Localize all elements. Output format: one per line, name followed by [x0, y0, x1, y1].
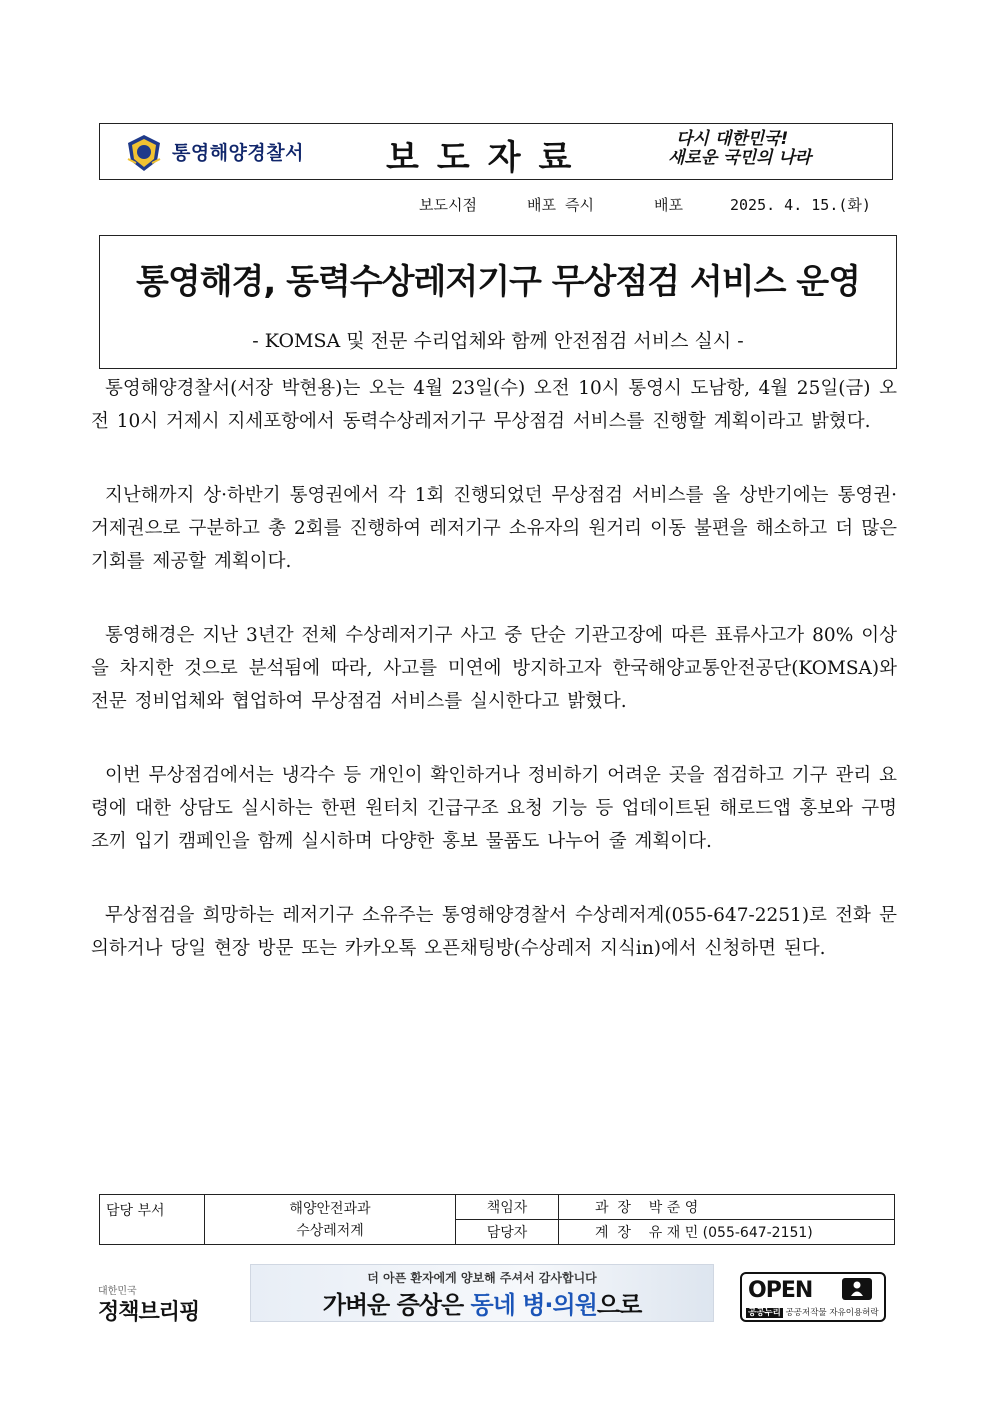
manager-value: 과 장 박 준 영 — [559, 1195, 895, 1220]
slogan — [668, 130, 868, 168]
open-word: OPEN — [748, 1278, 813, 1303]
open-sub-b: 공공저작물 자유이용허락 — [785, 1308, 879, 1318]
banner-main-text — [251, 1285, 713, 1320]
contact-table — [99, 1194, 895, 1245]
distribution-label: 배포 — [654, 196, 683, 214]
staff-value: 계 장 유 재 민 (055-647-2151) — [559, 1220, 895, 1245]
manager-label: 책임자 — [456, 1195, 559, 1220]
open-license-subtext — [746, 1306, 879, 1318]
body-text — [91, 372, 897, 1006]
banner-main-c: 으로 — [596, 1291, 642, 1319]
doc-type-title: 보도자료 — [386, 138, 590, 178]
paragraph: 지난해까지 상·하반기 통영권에서 각 1회 진행되었던 무상점검 서비스를 올 상반기에는 통영권·거제권으로 구분하고 총 2회를 진행하여 레저기구 소유자의 원거리 이동 불편을 해소하고 더 많은 기회를 제공할 계획이다. — [91, 485, 897, 572]
banner-top-text: 더 아픈 환자에게 양보해 주셔서 감사합니다 — [367, 1271, 597, 1285]
attribution-person-icon — [842, 1278, 872, 1300]
slogan-line-1: 다시 대한민국! — [676, 129, 789, 149]
paragraph: 통영해경은 지난 3년간 전체 수상레저기구 사고 중 단순 기관고장에 따른 표류사고가 80% 이상을 차지한 것으로 분석됨에 따라, 사고를 미연에 방지하고자 한국해양교통안전공단(KOMSA)와 전문 정비업체와 협업하여 무상점검 서비스를 실시한다고 밝혔다. — [91, 625, 897, 712]
paragraph: 무상점검을 희망하는 레저기구 소유주는 통영해양경찰서 수상레저계(055-647-2251)로 전화 문의하거나 당일 현장 방문 또는 카카오톡 오픈채팅방(수상레저 지식in)에서 신청하면 된다. — [91, 905, 897, 959]
release-label: 보도시점 — [419, 196, 477, 214]
open-sub-a: 공공누리 — [748, 1308, 781, 1318]
org-name: 통영해양경찰서 — [172, 142, 304, 164]
release-timing: 배포 즉시 — [527, 196, 594, 214]
paragraph: 통영해양경찰서(서장 박현용)는 오는 4월 23일(수) 오전 10시 통영시 도남항, 4월 25일(금) 오전 10시 거제시 지세포항에서 동력수상레저기구 무상점검 서비스를 진행할 계획이라고 밝혔다. — [91, 378, 897, 432]
briefing-small-text: 대한민국 — [98, 1286, 137, 1297]
dept-label: 담당 부서 — [100, 1195, 205, 1245]
briefing-big-text: 정책브리핑 — [98, 1300, 200, 1325]
banner-main-highlight: 동네 병·의원 — [470, 1291, 597, 1319]
open-license-badge — [740, 1272, 886, 1322]
dept-line-1: 해양안전과과 — [289, 1200, 371, 1217]
policy-briefing-logo — [98, 1282, 208, 1325]
page-subtitle: - KOMSA 및 전문 수리업체와 함께 안전점검 서비스 실시 - — [252, 330, 744, 352]
header-box — [99, 123, 893, 180]
dept-line-2: 수상레저계 — [296, 1222, 364, 1239]
title-box — [99, 235, 897, 369]
page-title: 통영해경, 동력수상레저기구 무상점검 서비스 운영 — [136, 262, 860, 302]
staff-label: 담당자 — [456, 1220, 559, 1245]
release-date: 2025. 4. 15.(화) — [730, 196, 871, 214]
coast-guard-emblem-icon — [124, 133, 164, 173]
paragraph: 이번 무상점검에서는 냉각수 등 개인이 확인하거나 정비하기 어려운 곳을 점검하고 기구 관리 요령에 대한 상담도 실시하는 한편 원터치 긴급구조 요청 기능 등 업데이트된 해로드앱 홍보와 구명조끼 입기 캠페인을 함께 실시하며 다양한 홍보 물품도 나누어 줄 계획이다. — [91, 765, 897, 852]
table-row — [100, 1195, 895, 1220]
campaign-banner — [250, 1264, 714, 1322]
banner-main-a: 가벼운 증상은 — [322, 1291, 471, 1319]
slogan-line-2: 새로운 국민의 나라 — [668, 148, 812, 168]
dept-value — [205, 1195, 456, 1245]
